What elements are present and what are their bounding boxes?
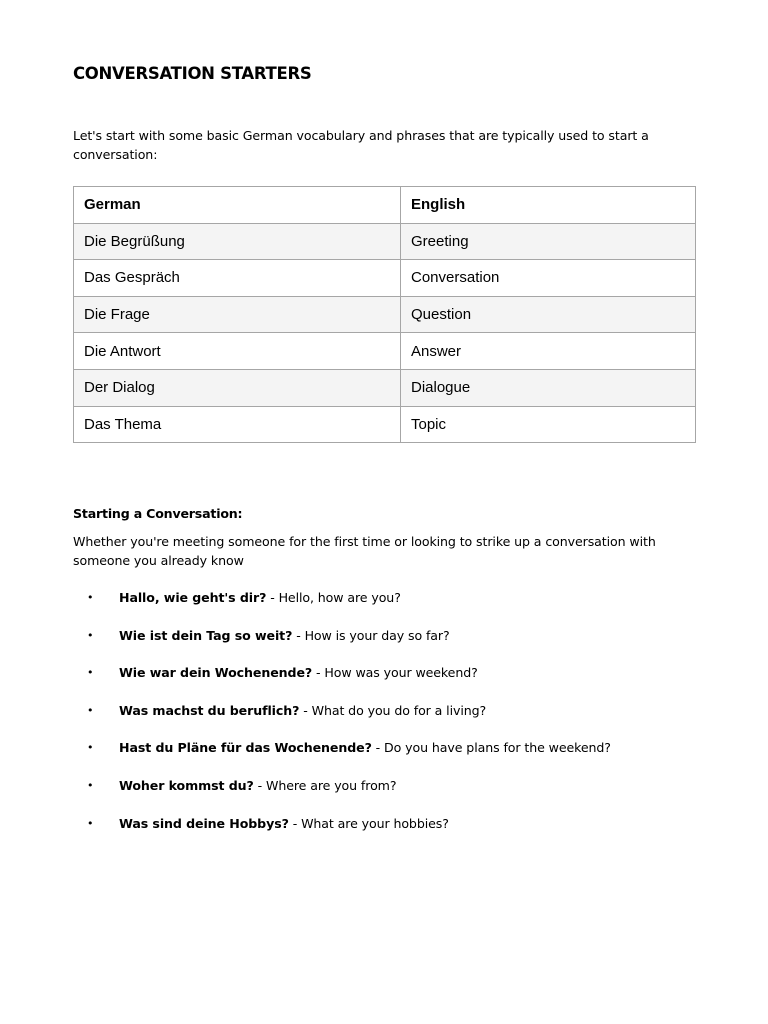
german-phrase: Hallo, wie geht's dir? — [119, 590, 267, 605]
bullet-icon: • — [87, 591, 94, 604]
vocabulary-table — [73, 186, 696, 443]
table-row — [74, 333, 696, 370]
column-header-english: English — [401, 187, 696, 224]
table-row — [74, 260, 696, 297]
section-paragraph: Whether you're meeting someone for the first time or looking to strike up a conversation with someone you already know — [73, 534, 656, 568]
english-translation: How was your weekend? — [324, 665, 478, 681]
section-heading: Starting a Conversation: — [73, 506, 243, 521]
table-row — [74, 296, 696, 333]
intro-paragraph: Let's start with some basic German vocabulary and phrases that are typically used to start a conversation: — [73, 128, 649, 162]
table-header-row — [74, 187, 696, 224]
phrase-separator: - — [266, 590, 279, 605]
german-phrase: Was sind deine Hobbys? — [119, 815, 289, 831]
page-title: CONVERSATION STARTERS — [73, 64, 312, 83]
list-item — [0, 588, 768, 626]
bullet-icon: • — [87, 666, 94, 680]
english-cell: Answer — [401, 333, 696, 370]
english-translation: Hello, how are you? — [278, 590, 401, 605]
german-cell: Die Begrüßung — [74, 223, 401, 260]
bullet-icon: • — [87, 703, 94, 717]
german-phrase: Woher kommst du? — [119, 777, 254, 793]
list-item — [0, 626, 768, 664]
english-translation: Do you have plans for the weekend? — [384, 740, 611, 756]
list-item — [0, 738, 768, 776]
german-phrase: Wie war dein Wochenende? — [119, 665, 313, 681]
phrase-separator: - — [292, 627, 305, 643]
english-translation: What are your hobbies? — [301, 815, 449, 831]
german-cell: Das Thema — [74, 406, 401, 443]
table-row — [74, 369, 696, 406]
table-row — [74, 223, 696, 260]
phrase-separator: - — [253, 777, 266, 793]
list-item — [0, 701, 768, 739]
phrase-separator: - — [371, 740, 385, 756]
phrase-list — [0, 588, 768, 851]
german-phrase: Hast du Pläne für das Wochenende? — [119, 740, 372, 756]
german-cell: Die Antwort — [74, 333, 401, 370]
phrase-separator: - — [312, 665, 325, 681]
english-translation: How is your day so far? — [304, 627, 450, 643]
bullet-icon: • — [87, 778, 94, 792]
english-translation: What do you do for a living? — [311, 702, 487, 718]
phrase-separator: - — [288, 815, 302, 831]
list-item — [0, 663, 768, 701]
bullet-icon: • — [87, 816, 94, 830]
list-item — [0, 776, 768, 814]
german-phrase: Wie ist dein Tag so weit? — [119, 627, 293, 643]
german-phrase: Was machst du beruflich? — [119, 702, 300, 718]
english-translation: Where are you from? — [265, 777, 397, 793]
list-item — [0, 814, 768, 852]
german-cell: Das Gespräch — [74, 260, 401, 297]
english-cell: Question — [401, 296, 696, 333]
column-header-german: German — [74, 187, 401, 224]
table-row — [74, 406, 696, 443]
german-cell: Der Dialog — [74, 369, 401, 406]
bullet-icon: • — [87, 741, 94, 755]
english-cell: Dialogue — [401, 369, 696, 406]
english-cell: Conversation — [401, 260, 696, 297]
english-cell: Greeting — [401, 223, 696, 260]
phrase-separator: - — [299, 702, 312, 718]
bullet-icon: • — [87, 628, 94, 642]
german-cell: Die Frage — [74, 296, 401, 333]
english-cell: Topic — [401, 406, 696, 443]
